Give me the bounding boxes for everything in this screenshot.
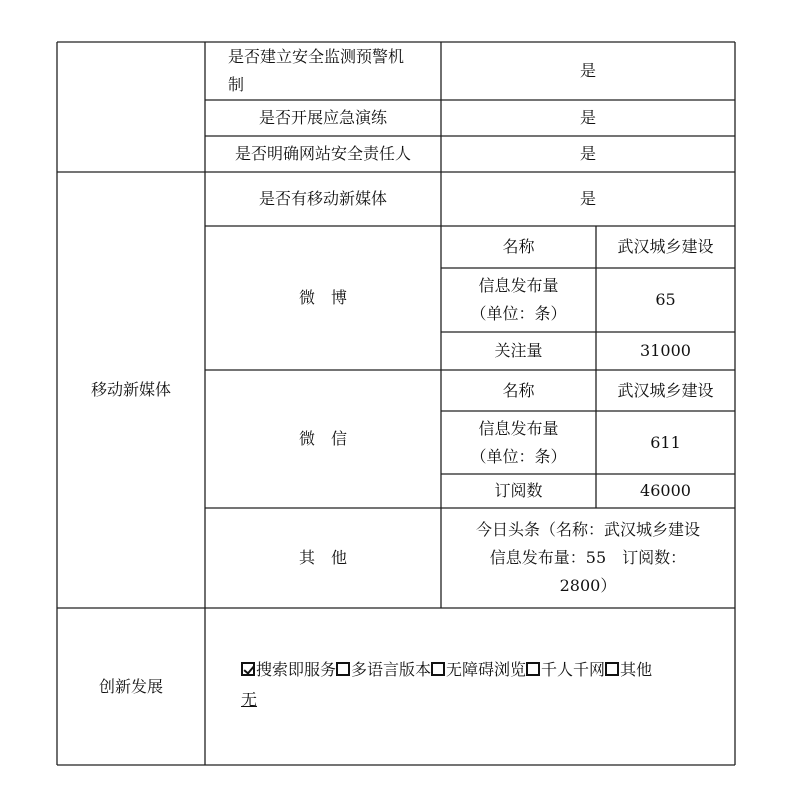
innovation-option <box>336 660 431 679</box>
innovation-option-label: 千人千网 <box>541 659 606 679</box>
innovation-other-text: 无 <box>241 689 258 709</box>
has-mobile-label: 是否有移动新媒体 <box>258 189 387 208</box>
empty-box-icon[interactable] <box>605 662 619 676</box>
innovation-label: 创新发展 <box>98 676 163 696</box>
innovation-option-label: 搜索即服务 <box>256 659 337 679</box>
responsible-label: 是否明确网站安全责任人 <box>234 144 411 163</box>
wechat-label: 微 信 <box>298 429 347 448</box>
innovation-option <box>241 660 336 679</box>
innovation-option <box>605 660 652 679</box>
wechat-name-value: 武汉城乡建设 <box>617 380 714 400</box>
innovation-checkbox-row <box>241 655 652 685</box>
weibo-posts-label: 信息发布量 （单位：条） <box>470 276 567 323</box>
drill-value: 是 <box>579 108 596 127</box>
wechat-posts-label: 信息发布量 （单位：条） <box>470 418 567 466</box>
innovation-options <box>205 608 735 765</box>
empty-box-icon[interactable] <box>526 662 540 676</box>
weibo-followers-label: 关注量 <box>494 341 543 360</box>
wechat-posts-value: 611 <box>650 432 681 452</box>
monitoring-label: 是否建立安全监测预警机制 <box>228 47 405 94</box>
wechat-subs-value: 46000 <box>640 481 691 500</box>
empty-box-icon[interactable] <box>336 662 350 676</box>
innovation-option-label: 无障碍浏览 <box>446 659 527 679</box>
innovation-option <box>526 660 605 679</box>
drill-label: 是否开展应急演练 <box>258 108 387 127</box>
monitoring-value: 是 <box>579 61 596 80</box>
other-label: 其 他 <box>298 548 347 567</box>
innovation-option-label: 多语言版本 <box>351 659 432 679</box>
has-mobile-value: 是 <box>579 189 596 208</box>
other-value: 今日头条（名称：武汉城乡建设 信息发布量：55 订阅数： 2800） <box>475 520 700 595</box>
empty-box-icon[interactable] <box>431 662 445 676</box>
weibo-name-value: 武汉城乡建设 <box>617 237 714 256</box>
weibo-followers-value: 31000 <box>640 341 691 360</box>
weibo-posts-value: 65 <box>655 290 676 309</box>
weibo-name-label: 名称 <box>502 237 535 256</box>
wechat-subs-label: 订阅数 <box>494 481 543 500</box>
checked-box-icon[interactable] <box>241 662 255 676</box>
innovation-option <box>431 660 526 679</box>
weibo-label: 微 博 <box>298 288 347 307</box>
mobile-section-label: 移动新媒体 <box>90 380 171 399</box>
wechat-name-label: 名称 <box>502 380 535 400</box>
responsible-value: 是 <box>579 144 596 163</box>
innovation-option-label: 其他 <box>620 659 653 679</box>
